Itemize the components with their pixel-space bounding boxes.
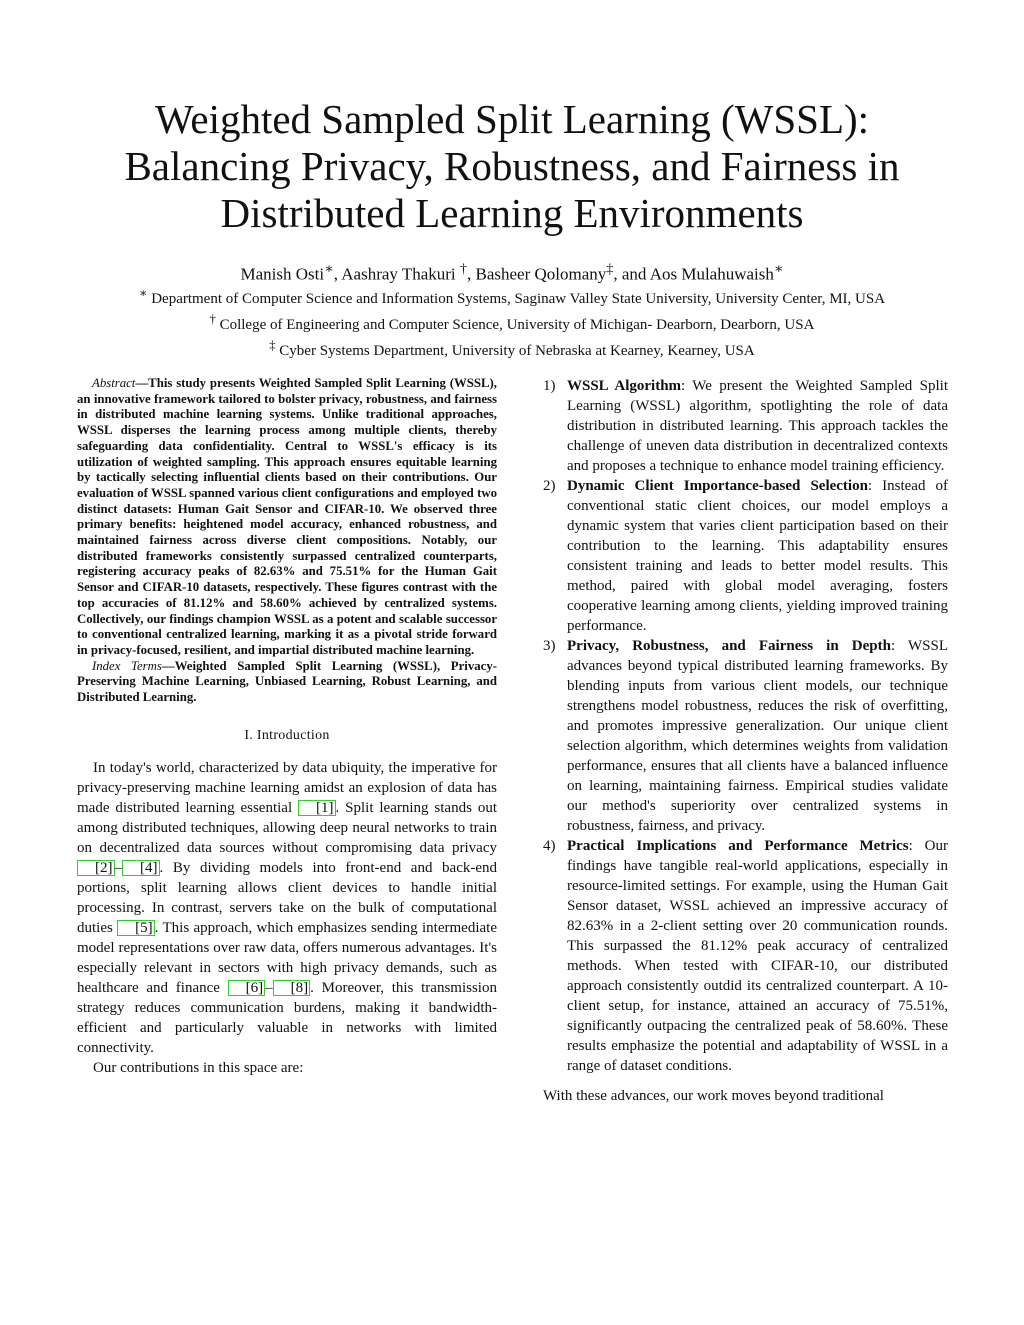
citation-link[interactable]: [2] — [77, 860, 115, 876]
contribution-text: : WSSL advances beyond typical distributed learning frameworks. By blending inputs from various client models, our technique strengthens model robustness, reduces the risk of overfitting, and promotes impressive generalization. Our unique client selection algorithm, which determines weights from validation performance, ensures that all clients have a balanced influence on learning, maintaining fairness. Empirical studies validate our method's superiority over centralized systems in robustness, fairness, and privacy. — [567, 638, 948, 834]
abstract-text: —This study presents Weighted Sampled Split Learning (WSSL), an innovative framework tailored to bolster privacy, robustness, and fairness in distributed machine learning systems. Unlike traditional approaches, WSSL disperses the learning process among multiple clients, thereby safeguarding data confidentiality. Central to WSSL's efficacy is its utilization of weighted sampling. This approach ensures equitable learning by tactically selecting influential clients based on their contributions. Our evaluation of WSSL spanned various client configurations and employed two distinct datasets: Human Gait Sensor and CIFAR-10. We observed three primary benefits: heightened model accuracy, enhanced robustness, and maintained fairness across diverse client compositions. Notably, our distributed frameworks consistently surpassed centralized counterparts, registering accuracy peaks of 82.63% and 75.51% for the Human Gait Sensor and CIFAR-10 datasets, respectively. These figures contrast with the top accuracies of 81.12% and 58.60% achieved by centralized systems. Collectively, our findings champion WSSL as a potent and scalable successor to conventional centralized learning, marking it as a pivotal stride forward in privacy-focused, resilient, and impartial distributed machine learning. — [77, 376, 497, 657]
contribution-title: WSSL Algorithm — [567, 378, 682, 394]
contributions-intro-paragraph: Our contributions in this space are: — [93, 1059, 304, 1076]
contribution-number: 3) — [543, 638, 556, 654]
contribution-number: 4) — [543, 838, 556, 854]
title-line-1: Weighted Sampled Split Learning (WSSL): — [154, 96, 870, 142]
paragraph-text: . Split learning stands out among distributed techniques, allowing deep neural networks to train on decentralized data sources without compromising data privacy — [77, 799, 497, 856]
affiliation-mark: ∗ — [773, 261, 784, 277]
contribution-title: Practical Implications and Performance Metrics — [567, 838, 909, 854]
abstract-lead: Abstract — [92, 376, 136, 390]
title-line-2: Balancing Privacy, Robustness, and Fairness in — [124, 143, 900, 189]
affiliation-text: College of Engineering and Computer Science, University of Michigan- Dearborn, Dearborn, USA — [215, 317, 815, 333]
author-list — [60, 259, 964, 285]
contribution-text: : We present the Weighted Sampled Split Learning (WSSL) algorithm, spotlighting the role of data distribution in distributed learning. This approach tackles the challenge of uneven data distribution in decentralized contexts and proposes a technique to enhance model training efficiency. — [567, 378, 948, 474]
contribution-number: 2) — [543, 478, 556, 494]
paragraph-text: . By dividing models into front-end and back-end portions, split learning allows client devices to handle initial processing. In contrast, servers take on the bulk of computational duties — [77, 859, 497, 936]
arxiv-identifier-stamp — [28, 366, 68, 946]
index-terms-text: —Weighted Sampled Split Learning (WSSL), Privacy-Preserving Machine Learning, Unbiased Learning, Robust Learning, and Distributed Learning. — [77, 658, 497, 705]
citation-link[interactable]: [6] — [228, 980, 266, 996]
affiliation-mark: ‡ — [606, 261, 614, 277]
citation-range-dash: – — [265, 979, 273, 996]
left-column — [77, 376, 497, 1078]
affiliation-mark: † — [459, 261, 467, 277]
citation-link[interactable]: [5] — [117, 920, 155, 936]
affiliation-line — [40, 309, 984, 335]
contribution-item — [543, 836, 948, 1076]
right-column — [543, 376, 948, 1106]
section-heading-introduction: I. Introduction — [244, 727, 330, 743]
title-line-3: Distributed Learning Environments — [220, 190, 804, 236]
affiliation-line — [40, 283, 984, 309]
citation-range-dash: – — [114, 859, 122, 876]
index-terms-lead: Index Terms — [92, 658, 162, 673]
author-name: , Aashray Thakuri — [333, 264, 460, 284]
author-name: , Basheer Qolomany — [466, 264, 607, 284]
contribution-text: : Instead of conventional static client choices, our model employs a dynamic system that varies client participation based on their contribution to the learning. This adaptability ensures consistent training and leads to better model results. This method, paired with global model averaging, fosters cooperative learning among clients, yielding improved training performance. — [567, 478, 948, 634]
introduction-paragraph — [77, 758, 497, 1058]
affiliation-text: Cyber Systems Department, University of Nebraska at Kearney, Kearney, USA — [275, 343, 755, 359]
contribution-title: Privacy, Robustness, and Fairness in Depth — [567, 638, 891, 654]
closing-paragraph: With these advances, our work moves beyond traditional — [543, 1088, 884, 1104]
paragraph-text: In today's world, characterized by data ubiquity, the imperative for privacy-preserving machine learning amidst an explosion of data has made distributed learning essential — [77, 759, 497, 816]
index-terms — [77, 659, 497, 706]
affiliation-mark: ∗ — [324, 261, 334, 277]
contribution-item — [543, 476, 948, 636]
contribution-number: 1) — [543, 378, 556, 394]
affiliation-mark: † — [209, 312, 216, 326]
author-name: Manish Osti — [240, 264, 325, 284]
paper-title — [90, 96, 934, 237]
affiliation-mark: ∗ — [138, 286, 148, 300]
citation-link[interactable]: [1] — [298, 800, 336, 816]
paragraph-text: . Moreover, this transmission strategy reduces communication burdens, making it bandwidth-efficient and particularly valuable in networks with limited connectivity. — [77, 979, 497, 1056]
abstract — [77, 376, 497, 659]
affiliation-line — [40, 335, 984, 361]
contribution-item — [543, 636, 948, 836]
contributions-list — [543, 376, 948, 1076]
affiliation-text: Department of Computer Science and Information Systems, Saginaw Valley State University, University Center, MI, USA — [147, 291, 886, 307]
contribution-title: Dynamic Client Importance-based Selection — [567, 478, 868, 494]
contribution-text: : Our findings have tangible real-world applications, especially in resource-limited settings. For example, using the Human Gait Sensor dataset, WSSL achieved an impressive accuracy of 82.63% in a 2-client setting over 20 communication rounds. This surpassed the 81.12% peak accuracy of centralized methods. When tested with CIFAR-10, our distributed approach consistently outdid its centralized counterpart. A 10-client setup, for instance, attained an accuracy of 75.51%, significantly outpacing the centralized peak of 58.60%. These results emphasize the potential and adaptability of WSSL in a range of dataset conditions. — [567, 838, 949, 1074]
author-name: , and Aos Mulahuwaish — [613, 264, 774, 284]
paragraph-text: . This approach, which emphasizes sending intermediate model representations over raw data, offers numerous advantages. It's especially relevant in sectors with high privacy demands, such as healthcare and finance — [77, 919, 497, 996]
affiliation-list — [40, 283, 984, 361]
contribution-item — [543, 376, 948, 476]
affiliation-mark: ‡ — [269, 338, 276, 352]
citation-link[interactable]: [4] — [122, 860, 160, 876]
citation-link[interactable]: [8] — [273, 980, 311, 996]
